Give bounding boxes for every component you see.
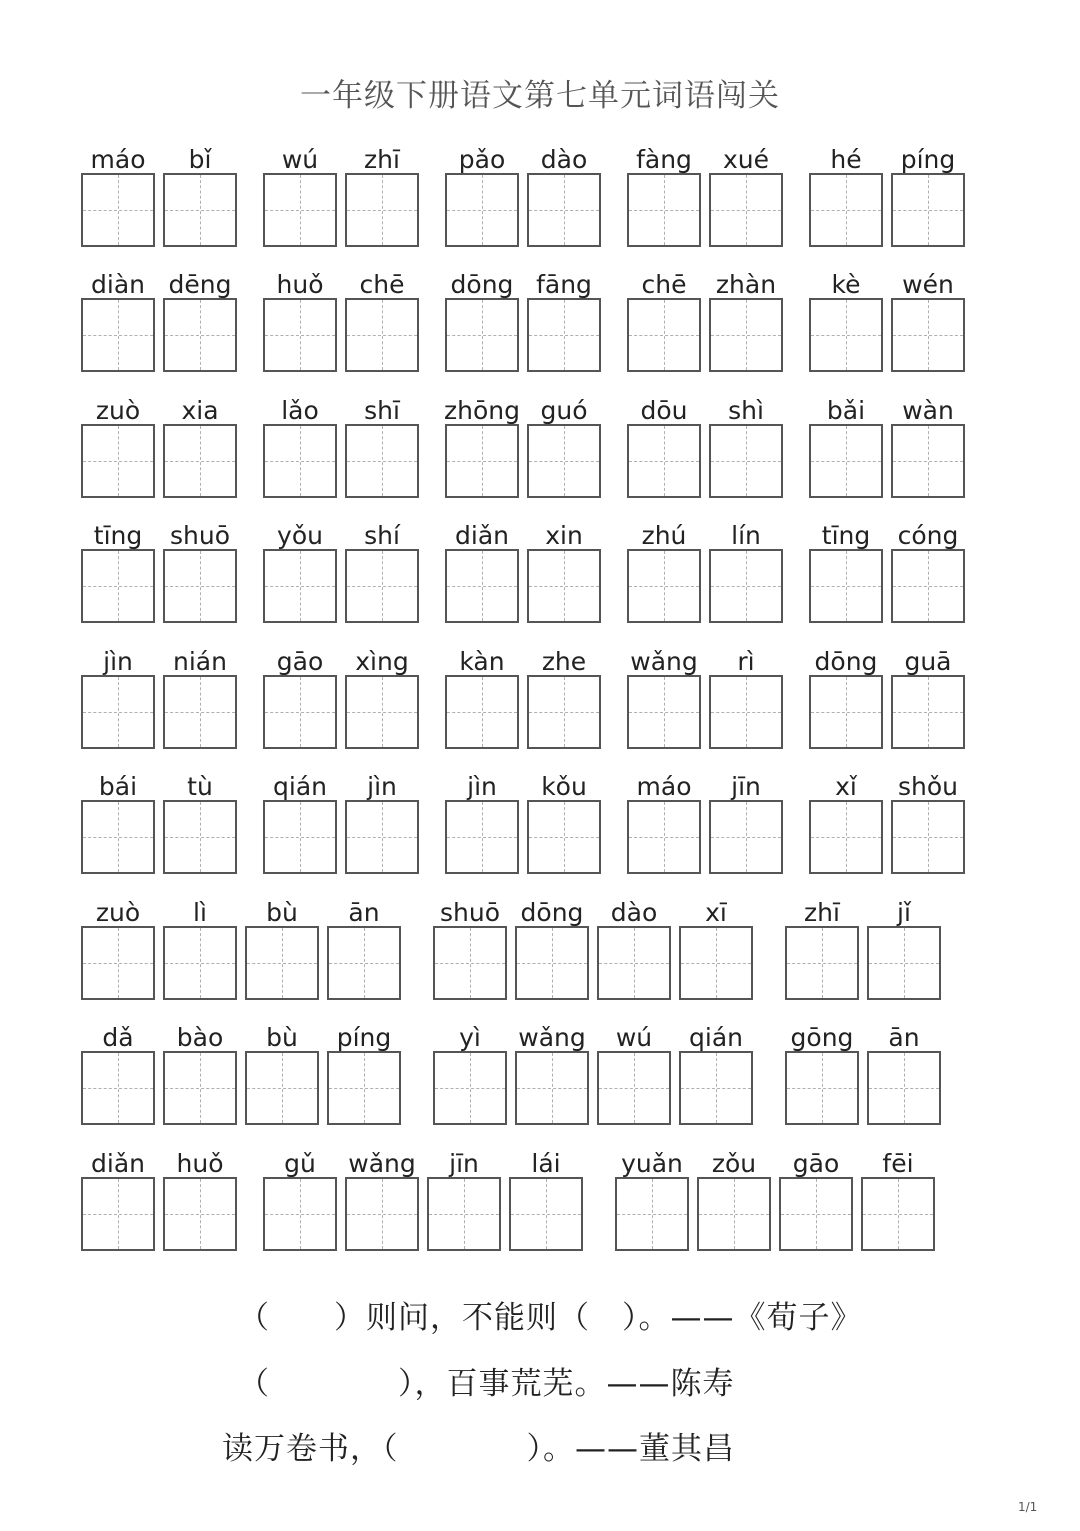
tianzige-box[interactable] bbox=[679, 1051, 753, 1125]
tianzige-box[interactable] bbox=[81, 173, 155, 247]
pinyin-label: ān bbox=[348, 898, 380, 927]
tianzige-box[interactable] bbox=[809, 549, 883, 623]
pinyin-label: zuò bbox=[95, 898, 141, 927]
pinyin-label: gāo bbox=[276, 647, 324, 676]
tianzige-box[interactable] bbox=[81, 675, 155, 749]
pinyin-label: chē bbox=[359, 270, 405, 299]
pinyin-label: zhàn bbox=[715, 270, 777, 299]
tianzige-box[interactable] bbox=[163, 800, 237, 874]
tianzige-box[interactable] bbox=[163, 675, 237, 749]
page-number: 1/1 bbox=[1018, 1500, 1038, 1514]
pinyin-label: yǒu bbox=[277, 521, 323, 550]
word-row bbox=[0, 270, 1080, 395]
pinyin-label: shí bbox=[364, 521, 400, 550]
fill-sentence-3: 读万卷书，（ ）。——董其昌 bbox=[222, 1431, 735, 1467]
pinyin-label: xìng bbox=[355, 647, 409, 676]
pinyin-label: xué bbox=[722, 145, 770, 174]
pinyin-label: wú bbox=[281, 145, 319, 174]
pinyin-label: zhī bbox=[804, 898, 840, 927]
pinyin-label: bù bbox=[266, 1023, 298, 1052]
tianzige-box[interactable] bbox=[709, 800, 783, 874]
pinyin-label: dōng bbox=[814, 647, 878, 676]
pinyin-label: rì bbox=[737, 647, 755, 676]
tianzige-box[interactable] bbox=[709, 298, 783, 372]
tianzige-box[interactable] bbox=[327, 926, 401, 1000]
tianzige-box[interactable] bbox=[433, 1051, 507, 1125]
fill-sentence-1: （ ）则问，不能则（ ）。——《荀子》 bbox=[238, 1300, 863, 1336]
pinyin-label: xǐ bbox=[835, 772, 857, 801]
pinyin-label: zhe bbox=[541, 647, 587, 676]
pinyin-label: gāo bbox=[792, 1149, 840, 1178]
pinyin-label: gǔ bbox=[284, 1149, 316, 1178]
tianzige-box[interactable] bbox=[697, 1177, 771, 1251]
tianzige-box[interactable] bbox=[809, 173, 883, 247]
pinyin-label: diàn bbox=[91, 270, 145, 299]
pinyin-label: nián bbox=[173, 647, 227, 676]
word-row bbox=[0, 145, 1080, 270]
pinyin-label: kè bbox=[831, 270, 861, 299]
tianzige-box[interactable] bbox=[263, 675, 337, 749]
tianzige-box[interactable] bbox=[345, 1177, 419, 1251]
tianzige-box[interactable] bbox=[709, 424, 783, 498]
pinyin-label: shuō bbox=[169, 521, 230, 550]
pinyin-label: lǎo bbox=[281, 396, 319, 425]
tianzige-box[interactable] bbox=[709, 549, 783, 623]
pinyin-label: jǐ bbox=[897, 898, 911, 927]
tianzige-box[interactable] bbox=[445, 675, 519, 749]
pinyin-label: cóng bbox=[897, 521, 959, 550]
tianzige-box[interactable] bbox=[891, 173, 965, 247]
pinyin-label: diǎn bbox=[455, 521, 509, 550]
pinyin-label: qián bbox=[689, 1023, 743, 1052]
tianzige-box[interactable] bbox=[597, 1051, 671, 1125]
tianzige-box[interactable] bbox=[891, 549, 965, 623]
pinyin-label: xī bbox=[705, 898, 727, 927]
tianzige-box[interactable] bbox=[245, 1051, 319, 1125]
tianzige-box[interactable] bbox=[263, 1177, 337, 1251]
pinyin-label: lì bbox=[193, 898, 207, 927]
tianzige-box[interactable] bbox=[527, 800, 601, 874]
tianzige-box[interactable] bbox=[891, 298, 965, 372]
tianzige-box[interactable] bbox=[627, 800, 701, 874]
tianzige-box[interactable] bbox=[779, 1177, 853, 1251]
tianzige-box[interactable] bbox=[527, 549, 601, 623]
tianzige-box[interactable] bbox=[445, 424, 519, 498]
pinyin-label: dào bbox=[540, 145, 588, 174]
pinyin-label: píng bbox=[336, 1023, 392, 1052]
word-row bbox=[0, 772, 1080, 897]
tianzige-box[interactable] bbox=[163, 1051, 237, 1125]
tianzige-box[interactable] bbox=[163, 298, 237, 372]
word-row bbox=[0, 1023, 1080, 1148]
pinyin-label: zhōng bbox=[444, 396, 520, 425]
pinyin-label: dēng bbox=[168, 270, 232, 299]
pinyin-label: jìn bbox=[467, 772, 497, 801]
pinyin-label: máo bbox=[636, 772, 692, 801]
tianzige-box[interactable] bbox=[809, 298, 883, 372]
pinyin-label: ān bbox=[888, 1023, 920, 1052]
tianzige-box[interactable] bbox=[627, 173, 701, 247]
pinyin-label: dào bbox=[610, 898, 658, 927]
pinyin-label: bào bbox=[176, 1023, 224, 1052]
pinyin-label: bǐ bbox=[188, 145, 212, 174]
tianzige-box[interactable] bbox=[345, 675, 419, 749]
word-row bbox=[0, 1149, 1080, 1274]
tianzige-box[interactable] bbox=[345, 549, 419, 623]
tianzige-box[interactable] bbox=[515, 1051, 589, 1125]
tianzige-box[interactable] bbox=[433, 926, 507, 1000]
pinyin-label: jìn bbox=[103, 647, 133, 676]
pinyin-label: zuò bbox=[95, 396, 141, 425]
tianzige-box[interactable] bbox=[81, 926, 155, 1000]
tianzige-box[interactable] bbox=[891, 800, 965, 874]
tianzige-box[interactable] bbox=[327, 1051, 401, 1125]
word-row bbox=[0, 898, 1080, 1023]
pinyin-label: pǎo bbox=[458, 145, 506, 174]
tianzige-box[interactable] bbox=[867, 926, 941, 1000]
pinyin-label: bǎi bbox=[826, 396, 866, 425]
pinyin-label: huǒ bbox=[276, 270, 324, 299]
pinyin-label: zǒu bbox=[711, 1149, 757, 1178]
pinyin-label: dǎ bbox=[102, 1023, 134, 1052]
tianzige-box[interactable] bbox=[263, 424, 337, 498]
tianzige-box[interactable] bbox=[445, 800, 519, 874]
pinyin-label: zhī bbox=[364, 145, 400, 174]
tianzige-box[interactable] bbox=[445, 549, 519, 623]
pinyin-label: zhú bbox=[641, 521, 687, 550]
tianzige-box[interactable] bbox=[263, 800, 337, 874]
tianzige-box[interactable] bbox=[515, 926, 589, 1000]
pinyin-label: guó bbox=[540, 396, 588, 425]
tianzige-box[interactable] bbox=[427, 1177, 501, 1251]
pinyin-label: wǎng bbox=[630, 647, 698, 676]
tianzige-box[interactable] bbox=[679, 926, 753, 1000]
word-row bbox=[0, 521, 1080, 646]
tianzige-box[interactable] bbox=[163, 424, 237, 498]
tianzige-box[interactable] bbox=[627, 675, 701, 749]
pinyin-label: dōng bbox=[520, 898, 584, 927]
pinyin-label: shuō bbox=[439, 898, 500, 927]
pinyin-label: fēi bbox=[882, 1149, 914, 1178]
pinyin-label: máo bbox=[90, 145, 146, 174]
tianzige-box[interactable] bbox=[785, 926, 859, 1000]
tianzige-box[interactable] bbox=[163, 549, 237, 623]
tianzige-box[interactable] bbox=[891, 424, 965, 498]
pinyin-label: xia bbox=[181, 396, 219, 425]
fill-sentence-2: （ ），百事荒芜。——陈寿 bbox=[238, 1366, 735, 1402]
tianzige-box[interactable] bbox=[527, 424, 601, 498]
tianzige-box[interactable] bbox=[81, 424, 155, 498]
pinyin-label: wàn bbox=[902, 396, 954, 425]
pinyin-label: píng bbox=[900, 145, 956, 174]
tianzige-box[interactable] bbox=[263, 549, 337, 623]
pinyin-label: kàn bbox=[459, 647, 505, 676]
tianzige-box[interactable] bbox=[81, 1051, 155, 1125]
tianzige-box[interactable] bbox=[785, 1051, 859, 1125]
tianzige-box[interactable] bbox=[627, 424, 701, 498]
tianzige-box[interactable] bbox=[527, 675, 601, 749]
pinyin-label: jīn bbox=[731, 772, 761, 801]
tianzige-box[interactable] bbox=[163, 926, 237, 1000]
tianzige-box[interactable] bbox=[345, 173, 419, 247]
pinyin-label: yuǎn bbox=[621, 1149, 683, 1178]
tianzige-box[interactable] bbox=[445, 298, 519, 372]
tianzige-box[interactable] bbox=[891, 675, 965, 749]
pinyin-label: wǎng bbox=[348, 1149, 416, 1178]
tianzige-box[interactable] bbox=[345, 298, 419, 372]
pinyin-label: guā bbox=[904, 647, 952, 676]
pinyin-label: tīng bbox=[93, 521, 143, 550]
pinyin-label: lái bbox=[531, 1149, 561, 1178]
pinyin-label: xin bbox=[545, 521, 583, 550]
pinyin-label: fāng bbox=[536, 270, 592, 299]
pinyin-label: shǒu bbox=[897, 772, 958, 801]
pinyin-label: dōu bbox=[640, 396, 688, 425]
pinyin-label: wú bbox=[615, 1023, 653, 1052]
word-row bbox=[0, 396, 1080, 521]
tianzige-box[interactable] bbox=[627, 298, 701, 372]
pinyin-label: dōng bbox=[450, 270, 514, 299]
tianzige-box[interactable] bbox=[81, 800, 155, 874]
tianzige-box[interactable] bbox=[345, 424, 419, 498]
tianzige-box[interactable] bbox=[527, 173, 601, 247]
pinyin-label: wǎng bbox=[518, 1023, 586, 1052]
pinyin-label: wén bbox=[902, 270, 954, 299]
pinyin-label: hé bbox=[830, 145, 862, 174]
word-row bbox=[0, 647, 1080, 772]
pinyin-label: fàng bbox=[636, 145, 692, 174]
pinyin-label: qián bbox=[273, 772, 327, 801]
page-title: 一年级下册语文第七单元词语闯关 bbox=[300, 78, 780, 114]
tianzige-box[interactable] bbox=[445, 173, 519, 247]
tianzige-box[interactable] bbox=[263, 298, 337, 372]
tianzige-box[interactable] bbox=[245, 926, 319, 1000]
pinyin-label: bù bbox=[266, 898, 298, 927]
pinyin-label: diǎn bbox=[91, 1149, 145, 1178]
pinyin-label: chē bbox=[641, 270, 687, 299]
tianzige-box[interactable] bbox=[597, 926, 671, 1000]
tianzige-box[interactable] bbox=[627, 549, 701, 623]
tianzige-box[interactable] bbox=[81, 1177, 155, 1251]
tianzige-box[interactable] bbox=[527, 298, 601, 372]
tianzige-box[interactable] bbox=[163, 1177, 237, 1251]
pinyin-label: shī bbox=[364, 396, 400, 425]
pinyin-label: tīng bbox=[821, 521, 871, 550]
pinyin-label: shì bbox=[728, 396, 764, 425]
tianzige-box[interactable] bbox=[263, 173, 337, 247]
pinyin-label: jìn bbox=[367, 772, 397, 801]
pinyin-label: tù bbox=[187, 772, 213, 801]
tianzige-box[interactable] bbox=[809, 675, 883, 749]
tianzige-box[interactable] bbox=[809, 800, 883, 874]
tianzige-box[interactable] bbox=[81, 298, 155, 372]
tianzige-box[interactable] bbox=[861, 1177, 935, 1251]
pinyin-label: yì bbox=[459, 1023, 481, 1052]
tianzige-box[interactable] bbox=[163, 173, 237, 247]
tianzige-box[interactable] bbox=[709, 173, 783, 247]
pinyin-label: gōng bbox=[790, 1023, 854, 1052]
pinyin-label: huǒ bbox=[176, 1149, 224, 1178]
pinyin-label: bái bbox=[98, 772, 138, 801]
tianzige-box[interactable] bbox=[867, 1051, 941, 1125]
tianzige-box[interactable] bbox=[615, 1177, 689, 1251]
pinyin-label: jīn bbox=[449, 1149, 479, 1178]
tianzige-box[interactable] bbox=[81, 549, 155, 623]
tianzige-box[interactable] bbox=[345, 800, 419, 874]
tianzige-box[interactable] bbox=[709, 675, 783, 749]
tianzige-box[interactable] bbox=[809, 424, 883, 498]
tianzige-box[interactable] bbox=[509, 1177, 583, 1251]
pinyin-label: kǒu bbox=[541, 772, 587, 801]
pinyin-label: lín bbox=[731, 521, 761, 550]
